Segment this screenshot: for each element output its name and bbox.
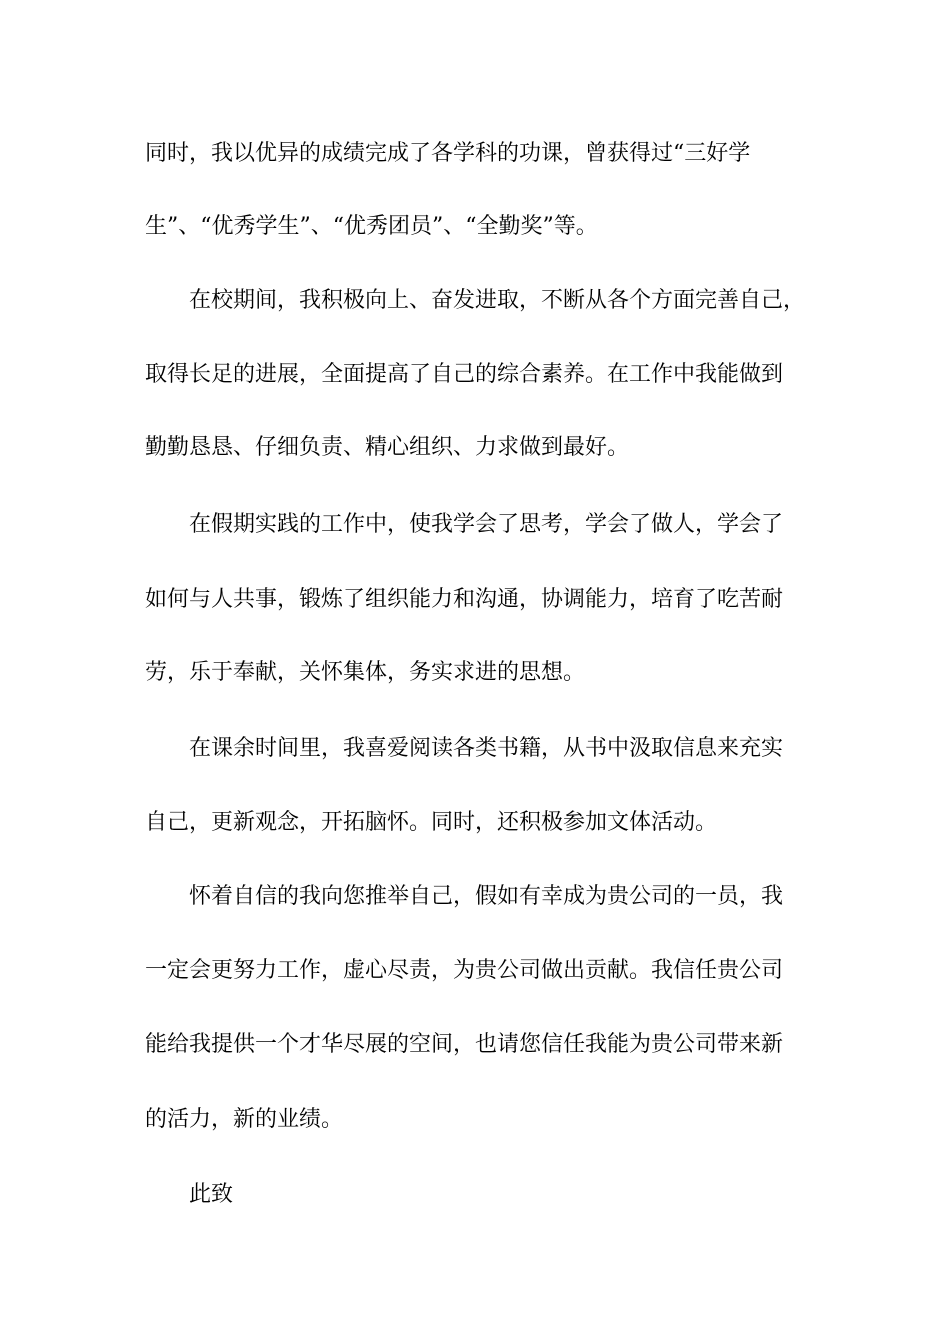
line-text: 能给我提供一个才华尽展的空间，也请您信任我能为贵公司带来新: [145, 1032, 784, 1057]
text-line: [0, 134, 950, 174]
text-line: [0, 1175, 950, 1215]
text-line: [0, 355, 950, 395]
text-line: [0, 803, 950, 843]
line-text: 生”、“优秀学生”、“优秀团员”、“全勤奖”等。: [145, 214, 598, 239]
line-text: 一定会更努力工作，虚心尽责，为贵公司做出贡献。我信任贵公司: [145, 958, 784, 983]
line-text: 在校期间，我积极向上、奋发进取，不断从各个方面完善自己，: [189, 288, 806, 313]
text-line: [0, 951, 950, 991]
line-text: 勤勤恳恳、仔细负责、精心组织、力求做到最好。: [145, 435, 630, 460]
line-text: 同时，我以优异的成绩完成了各学科的功课，曾获得过“三好学: [145, 141, 751, 166]
text-line: [0, 653, 950, 693]
line-text: 的活力，新的业绩。: [145, 1107, 344, 1132]
text-line: [0, 1025, 950, 1065]
line-text: 劳，乐于奉献，关怀集体，务实求进的思想。: [145, 660, 586, 685]
line-text: 取得长足的进展，全面提高了自己的综合素养。在工作中我能做到: [145, 362, 784, 387]
text-line: [0, 207, 950, 247]
text-line: [0, 428, 950, 468]
text-line: [0, 281, 950, 321]
text-line: [0, 505, 950, 545]
line-text: 此致: [189, 1182, 234, 1207]
text-line: [0, 877, 950, 917]
text-line: [0, 580, 950, 620]
line-text: 怀着自信的我向您推举自己，假如有幸成为贵公司的一员，我: [189, 884, 784, 909]
text-line: [0, 1100, 950, 1140]
text-line: [0, 729, 950, 769]
line-text: 自己，更新观念，开拓脑怀。同时，还积极参加文体活动。: [145, 810, 718, 835]
line-text: 在假期实践的工作中，使我学会了思考，学会了做人，学会了: [189, 512, 784, 537]
line-text: 如何与人共事，锻炼了组织能力和沟通，协调能力，培育了吃苦耐: [145, 587, 784, 612]
line-text: 在课余时间里，我喜爱阅读各类书籍，从书中汲取信息来充实: [189, 736, 784, 761]
